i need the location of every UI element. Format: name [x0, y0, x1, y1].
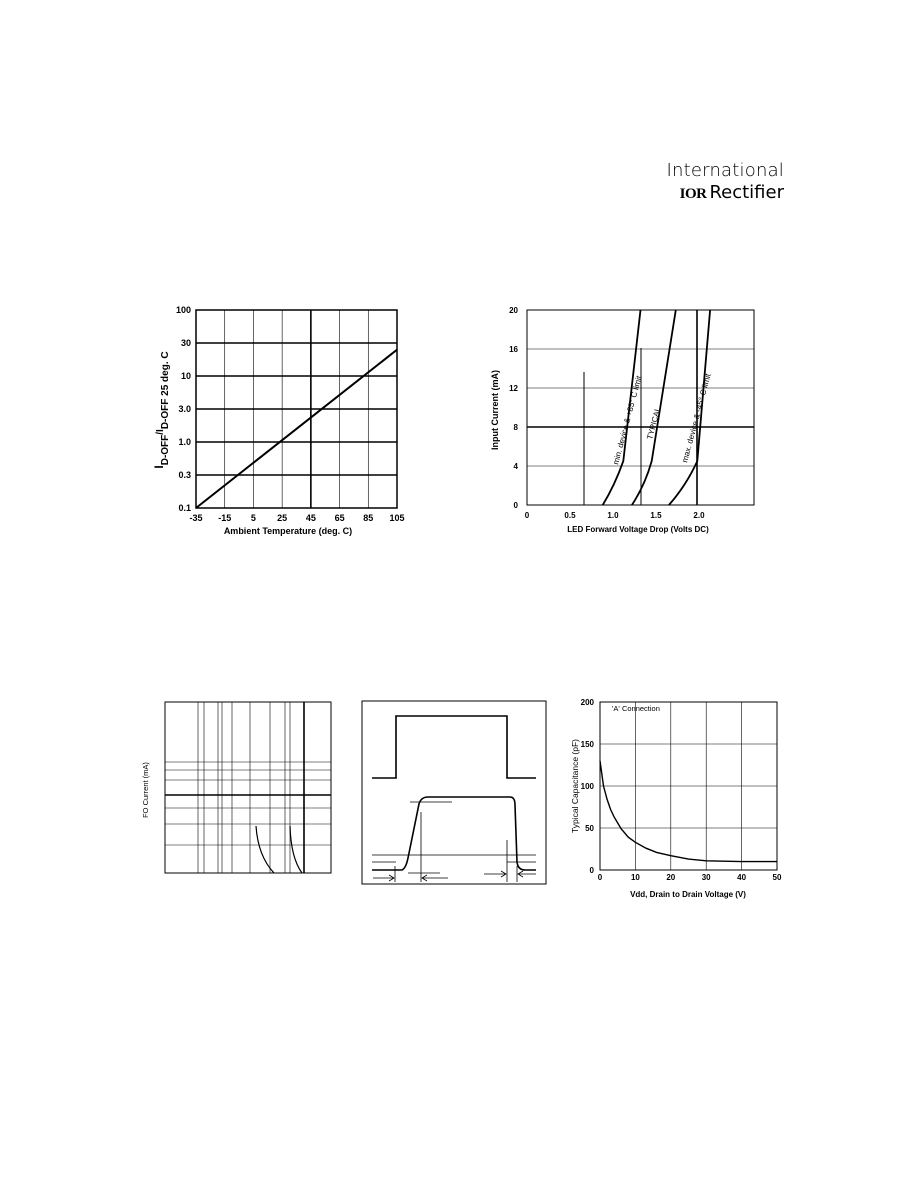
x-tick-label: 0.5: [564, 511, 576, 520]
x-tick-label: 2.0: [693, 511, 705, 520]
input-pulse-waveform: [372, 716, 536, 778]
y-tick-label: 0: [589, 866, 594, 875]
curve-label-min: min. device & +85° C limit: [611, 374, 644, 466]
y-label-main: I: [152, 465, 166, 469]
y-tick-label: 8: [513, 423, 518, 432]
chart-capacitance-vs-voltage: [570, 698, 782, 899]
x-tick-label: 20: [666, 873, 676, 882]
logo-text-international: International: [666, 160, 784, 181]
logo-mark: IOR: [679, 186, 707, 202]
x-tick-labels: [598, 873, 782, 882]
y-tick-label: 20: [509, 306, 518, 315]
y-axis-label: Typical Capacitance (pF): [570, 738, 580, 834]
x-tick-label: -15: [218, 513, 232, 523]
y-tick-label: 4: [513, 462, 518, 471]
curve-label-max: max. device & -45° C limit: [680, 372, 713, 464]
gridlines: [600, 702, 777, 870]
series-line: [196, 350, 397, 508]
arrow-left-icon: [518, 871, 536, 877]
x-tick-labels: [525, 511, 705, 520]
diagram-frame: [362, 701, 546, 884]
arrow-left-icon: [422, 875, 448, 881]
x-tick-label: 0: [597, 873, 603, 882]
y-tick-label: 16: [509, 345, 518, 354]
x-axis-label: Ambient Temperature (deg. C): [223, 526, 353, 536]
switching-time-waveform-diagram: [362, 701, 546, 884]
y-axis-label: [152, 351, 171, 468]
x-tick-label: 1.0: [607, 511, 619, 520]
x-tick-label: 5: [250, 513, 256, 523]
arrow-right-icon: [373, 875, 394, 881]
y-tick-label: 30: [180, 338, 191, 348]
y-tick-label: 100: [175, 305, 191, 315]
x-tick-label: 30: [701, 873, 711, 882]
x-tick-labels: [189, 513, 404, 523]
y-tick-labels: [509, 306, 518, 510]
x-tick-label: 105: [389, 513, 405, 523]
y-tick-label: 0.3: [178, 470, 191, 480]
plot-frame: [165, 702, 331, 873]
y-tick-label: 1.0: [178, 437, 191, 447]
chart-title: 'A' Connection: [612, 704, 660, 713]
series-curve-1: [256, 826, 274, 873]
x-tick-label: 40: [737, 873, 747, 882]
y-tick-label: 0: [513, 501, 518, 510]
chart-input-current-vs-led-voltage: [490, 306, 754, 534]
chart-leakage-vs-temperature: [152, 305, 405, 536]
y-tick-label: 100: [580, 782, 594, 791]
x-tick-label: -35: [189, 513, 203, 523]
x-tick-label: 25: [277, 513, 288, 523]
gridlines: [196, 310, 397, 508]
x-tick-label: 85: [363, 513, 374, 523]
y-label-sub2: D-OFF 25 deg. C: [160, 351, 171, 430]
x-tick-label: 1.5: [650, 511, 662, 520]
y-tick-label: 0.1: [178, 503, 191, 513]
y-label-mid: /I: [155, 429, 166, 435]
x-tick-label: 0: [524, 511, 530, 520]
series-curve-2: [290, 826, 302, 873]
y-tick-label: 150: [580, 740, 594, 749]
y-label-sub1: D-OFF: [160, 434, 171, 466]
gridlines: [527, 310, 754, 505]
y-axis-label: Input Current (mA): [490, 370, 500, 450]
y-tick-labels: [581, 698, 595, 875]
series-line: [600, 761, 777, 862]
chart-fo-current: [141, 702, 331, 873]
y-axis-label: FO Current (mA): [141, 762, 150, 818]
x-tick-label: 10: [630, 873, 640, 882]
output-pulse-waveform: [372, 797, 536, 870]
gridlines: [165, 702, 331, 873]
y-tick-label: 12: [509, 384, 518, 393]
y-tick-labels: [176, 305, 191, 513]
y-tick-label: 200: [580, 698, 594, 707]
curve-label-typical: TYPICAL: [645, 405, 663, 441]
y-tick-label: 50: [585, 824, 594, 833]
y-tick-label: 10: [180, 371, 191, 381]
x-axis-label: Vdd, Drain to Drain Voltage (V): [630, 890, 746, 899]
x-axis-label: LED Forward Voltage Drop (Volts DC): [567, 525, 709, 534]
y-tick-label: 3.0: [178, 404, 191, 414]
x-tick-label: 65: [334, 513, 345, 523]
x-tick-label: 45: [305, 513, 316, 523]
arrow-right-icon: [484, 871, 506, 877]
logo-text-rectifier: Rectifier: [709, 182, 784, 203]
x-tick-label: 50: [772, 873, 782, 882]
